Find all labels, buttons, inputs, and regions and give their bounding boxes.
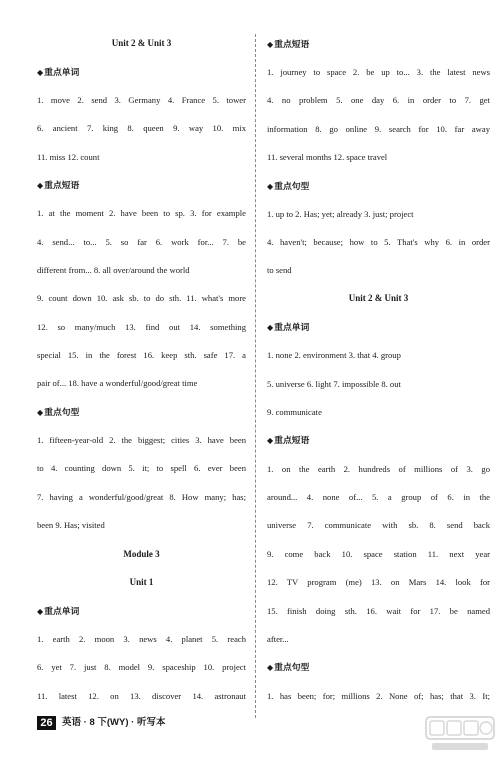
diamond-icon: ◆ (37, 68, 44, 77)
diamond-icon: ◆ (267, 663, 274, 672)
unit-title: Unit 1 (129, 577, 154, 587)
diamond-icon: ◆ (267, 436, 274, 445)
diamond-icon: ◆ (267, 323, 274, 332)
answer-line: 1. earth 2. moon 3. news 4. planet 5. reach (37, 634, 246, 644)
unit-title: Unit 2 & Unit 3 (111, 38, 172, 48)
answer-line: 12. so many/much 13. find out 14. something (37, 322, 246, 332)
answer-line: 6. yet 7. just 8. model 9. spaceship 10. project (37, 662, 246, 672)
answer-line: 1. has been; for; millions 2. None of; has; that 3. It; (267, 691, 490, 701)
section-heading-phrases: ◆重点短语 (37, 180, 80, 190)
diamond-icon: ◆ (37, 408, 44, 417)
diamond-icon: ◆ (267, 182, 274, 191)
right-column (262, 0, 500, 712)
book-title: 英语 · 8 下(WY) · 听写本 (62, 717, 166, 728)
answer-line: 12. TV program (me) 13. on Mars 14. look for (267, 577, 490, 587)
section-heading-sentences: ◆重点句型 (267, 181, 310, 191)
answer-line: 9. come back 10. space station 11. next year (267, 549, 490, 559)
answer-line: 1. journey to space 2. be up to... 3. the latest news (267, 67, 490, 77)
answer-line: 11. latest 12. on 13. discover 14. astronaut (37, 691, 246, 701)
answer-line: 4. no problem 5. one day 6. in order to 7. get (267, 95, 490, 105)
answer-line: after... (267, 634, 289, 644)
unit-title: Unit 2 & Unit 3 (348, 293, 409, 303)
column-divider (255, 34, 256, 718)
diamond-icon: ◆ (267, 40, 274, 49)
answer-line: 1. up to 2. Has; yet; already 3. just; project (267, 209, 414, 219)
answer-line: 15. finish doing sth. 16. wait for 17. be named (267, 606, 490, 616)
answer-line: different from... 8. all over/around the world (37, 265, 190, 275)
answer-line: 1. fifteen-year-old 2. the biggest; cities 3. have been (37, 435, 246, 445)
answer-line: 9. count down 10. ask sb. to do sth. 11. what's more (37, 293, 246, 303)
section-heading-sentences: ◆重点句型 (37, 407, 80, 417)
answer-line: 4. send... to... 5. so far 6. work for... 7. be (37, 237, 246, 247)
section-heading-words: ◆重点单词 (37, 67, 80, 77)
answer-line: special 15. in the forest 16. keep sth. safe 17. a (37, 350, 246, 360)
answer-line: pair of... 18. have a wonderful/good/great time (37, 378, 198, 388)
answer-line: 11. miss 12. count (37, 152, 100, 162)
answer-line: 6. ancient 7. king 8. queen 9. way 10. mix (37, 123, 246, 133)
answer-line: 1. on the earth 2. hundreds of millions of 3. go (267, 464, 490, 474)
answer-line: to send (267, 265, 292, 275)
section-heading-words: ◆重点单词 (37, 606, 80, 616)
answer-line: 7. having a wonderful/good/great 8. How many; has; (37, 492, 246, 502)
diamond-icon: ◆ (37, 607, 44, 616)
answer-line: around... 4. none of... 5. a group of 6. in the (267, 492, 490, 502)
diamond-icon: ◆ (37, 181, 44, 190)
answer-line: 1. at the moment 2. have been to sp. 3. for example (37, 208, 246, 218)
answer-line: 1. move 2. send 3. Germany 4. France 5. tower (37, 95, 246, 105)
answer-line: to 4. counting down 5. it; to spell 6. ever been (37, 463, 246, 473)
answer-line: universe 7. communicate with sb. 8. send back (267, 520, 490, 530)
page-number: 26 (37, 716, 56, 730)
page-footer (0, 712, 500, 759)
section-heading-phrases: ◆重点短语 (267, 39, 310, 49)
answer-line: 1. none 2. environment 3. that 4. group (267, 350, 401, 360)
section-heading-words: ◆重点单词 (267, 322, 310, 332)
watermark-logo-icon (424, 714, 496, 754)
answer-line: information 8. go online 9. search for 10. far away (267, 124, 490, 134)
answer-line: been 9. Has; visited (37, 520, 105, 530)
section-heading-phrases: ◆重点短语 (267, 435, 310, 445)
answer-line: 4. haven't; because; how to 5. That's why 6. in order (267, 237, 490, 247)
module-title: Module 3 (123, 549, 160, 559)
answer-line: 5. universe 6. light 7. impossible 8. out (267, 379, 401, 389)
left-column (0, 0, 253, 712)
answer-line: 9. communicate (267, 407, 322, 417)
section-heading-sentences: ◆重点句型 (267, 662, 310, 672)
answer-line: 11. several months 12. space travel (267, 152, 388, 162)
